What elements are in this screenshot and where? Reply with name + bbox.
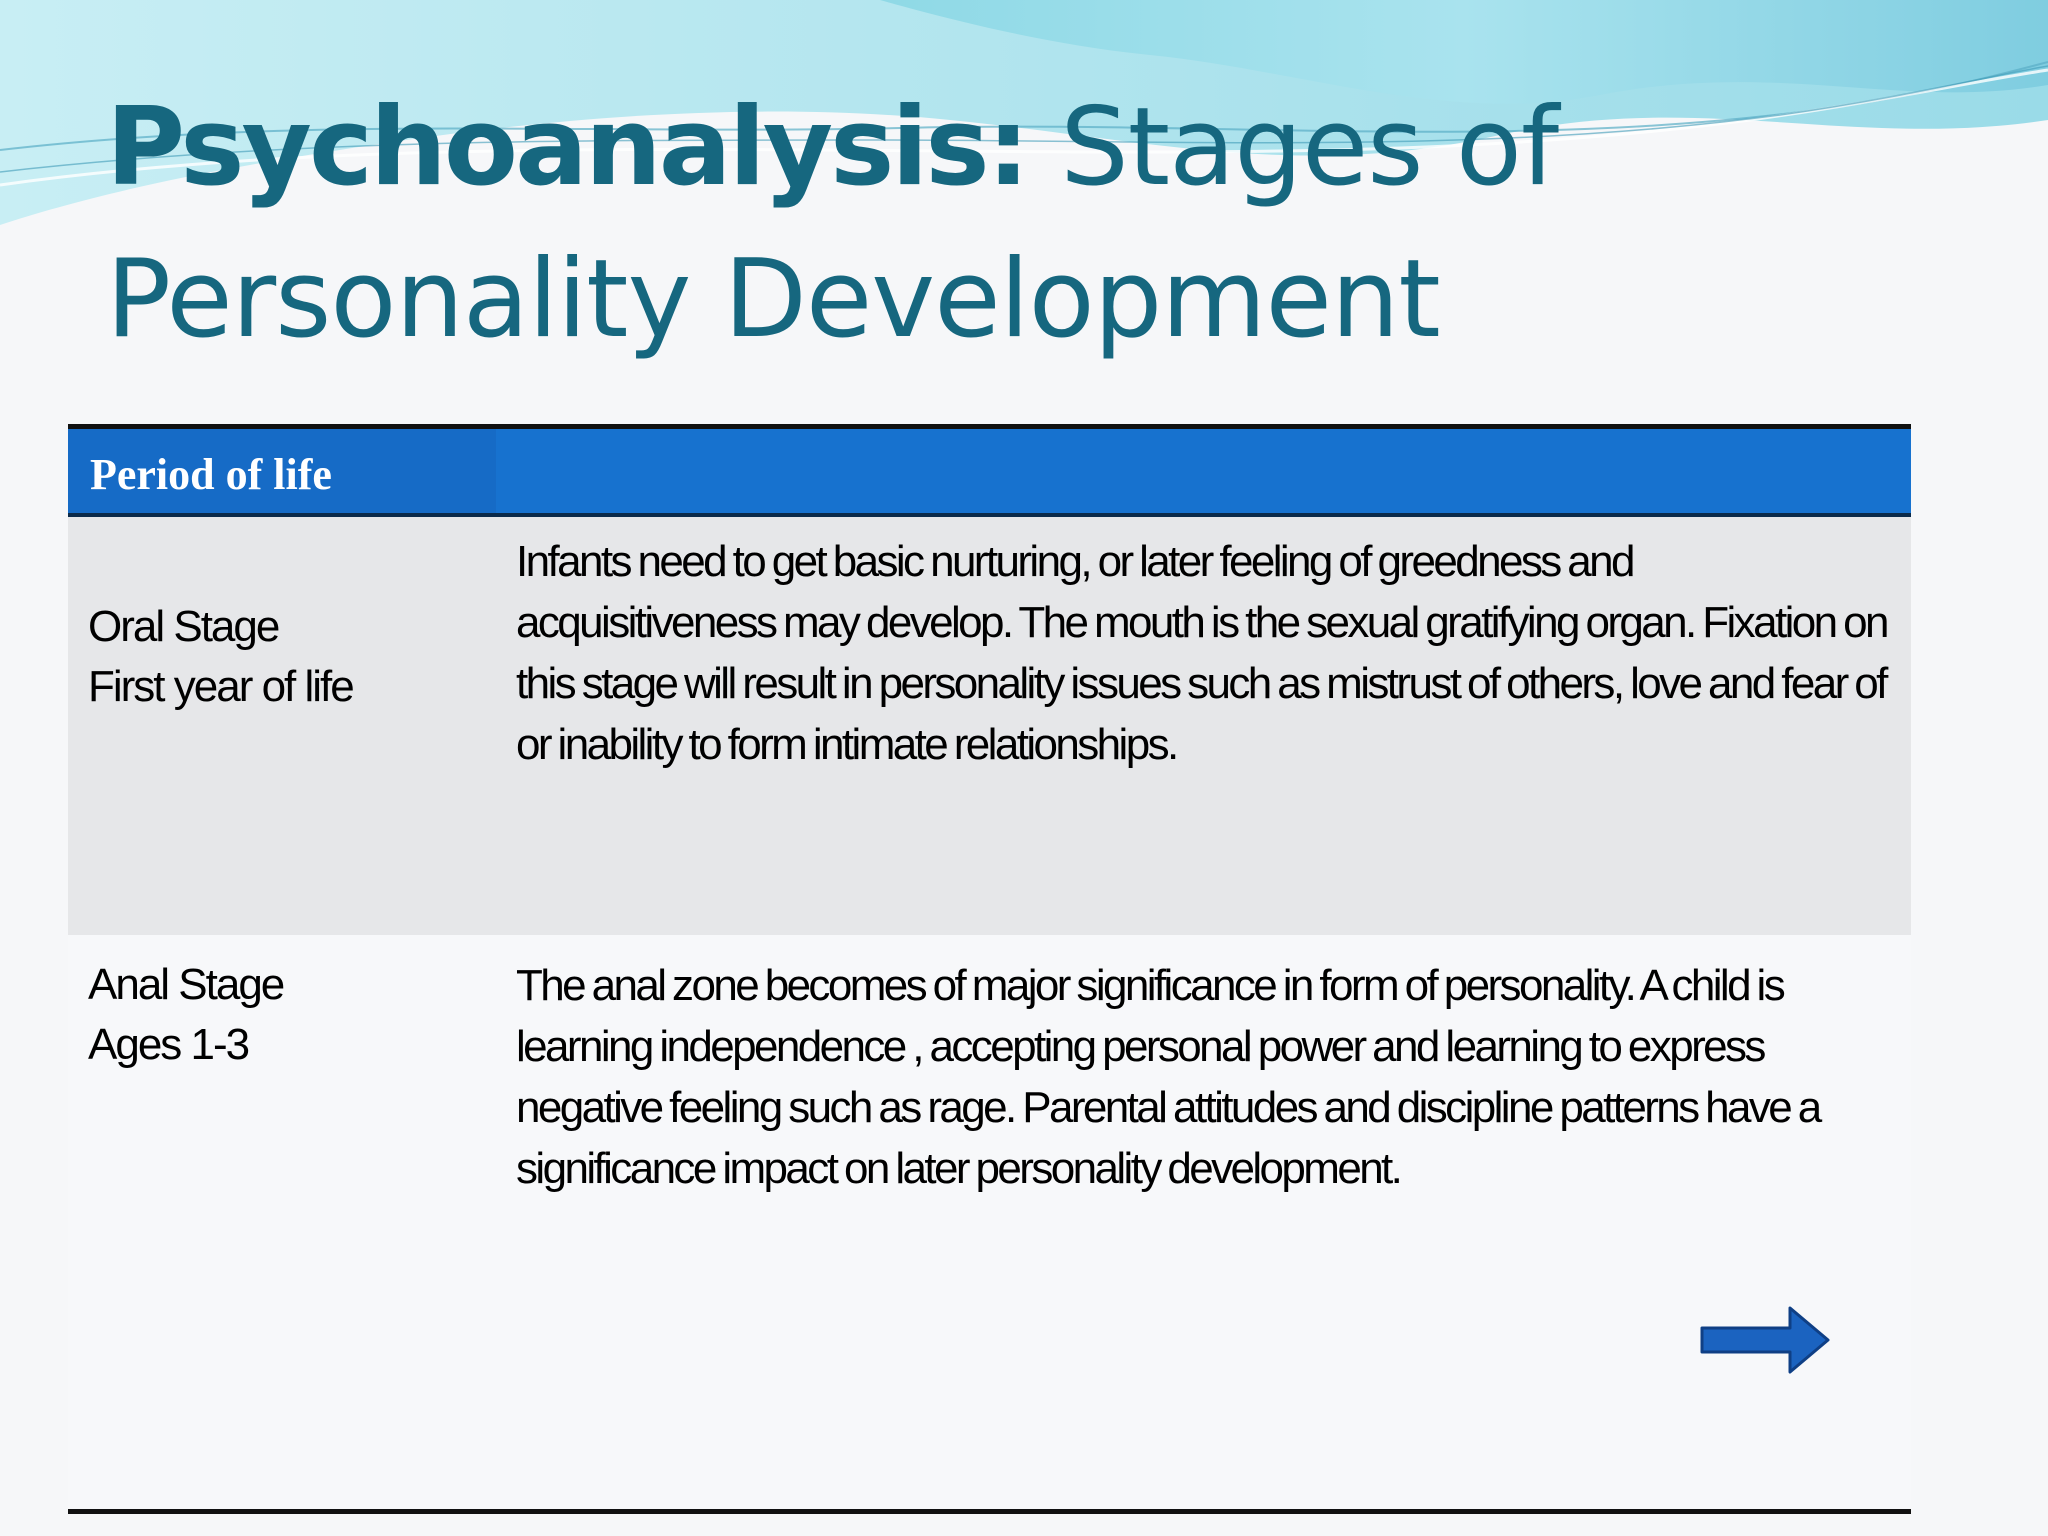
header-cell-period — [68, 429, 496, 513]
slide-title — [106, 72, 1806, 376]
stage-cell — [88, 597, 478, 717]
stages-table — [68, 424, 1911, 1514]
stage-name: Oral Stage — [88, 602, 279, 651]
table-bottom-rule — [68, 1509, 1911, 1514]
table-row — [68, 935, 1911, 1509]
right-arrow-icon[interactable] — [1700, 1304, 1832, 1376]
stage-description: The anal zone becomes of major significance in form of personality. A child is learning independence , accepting personal power and learning to express negative feeling such as rage. Parental attitudes and discipline patterns have a significance impact on later personality development. — [516, 961, 1820, 1193]
header-label-period: Period of life — [90, 450, 332, 499]
stage-period: First year of life — [88, 662, 353, 711]
stage-cell — [88, 955, 478, 1075]
title-bold: Psychoanalysis: — [106, 85, 1027, 210]
stage-period: Ages 1-3 — [88, 1020, 249, 1069]
stage-name: Anal Stage — [88, 960, 284, 1009]
title-rest: Stages of Personality Development — [106, 85, 1558, 362]
stage-description: Infants need to get basic nurturing, or later feeling of greedness and acquisitiveness may develop. The mouth is the sexual gratifying organ. Fixation on this stage will result in personality issues such as mistrust of others, love and fear of or inability to form intimate relationships. — [516, 537, 1887, 769]
table-header-row — [68, 429, 1911, 517]
table-row — [68, 517, 1911, 935]
